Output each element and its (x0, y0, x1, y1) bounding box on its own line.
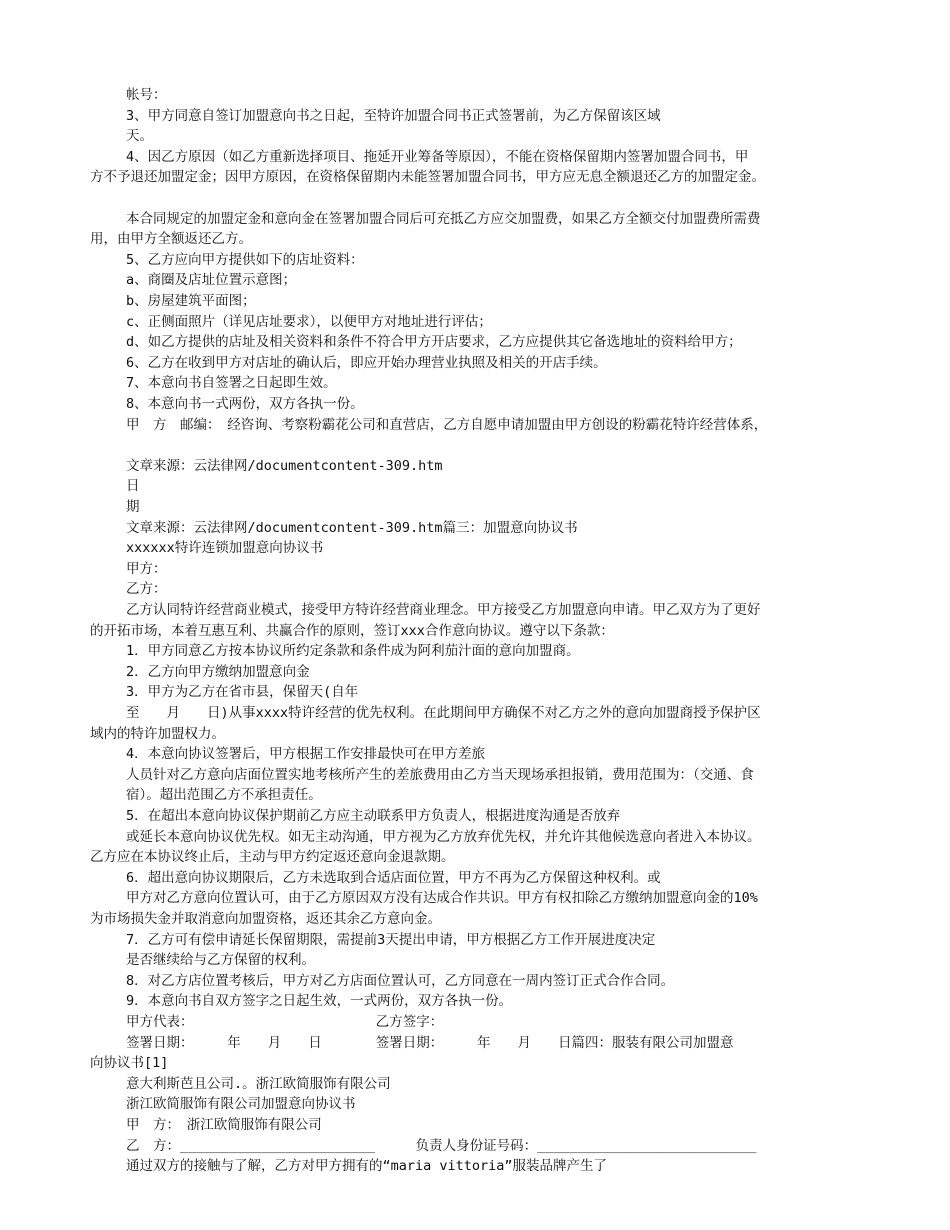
document-line: 域内的特许加盟权力。 (90, 725, 225, 742)
document-line: 4、因乙方原因（如乙方重新选择项目、拖延开业筹备等原因），不能在资格保留期内签署加盟合同书，甲 (126, 148, 749, 165)
document-line: 本合同规定的加盟定金和意向金在签署加盟合同后可充抵乙方应交加盟费，如果乙方全额交付加盟费所需费 (126, 210, 761, 227)
document-line: 为市场损失金并取消意向加盟资格，返还其余乙方意向金。 (90, 911, 441, 927)
document-line: 或延长本意向协议优先权。如无主动沟通，甲方视为乙方放弃优先权，并允许其他候选意向者进入本协议。 (126, 828, 761, 845)
document-line: 9．本意向书自双方签字之日起生效，一式两份，双方各执一份。 (126, 993, 513, 1010)
document-line: 乙方应在本协议终止后，主动与甲方约定返还意向金退款期。 (90, 849, 455, 866)
document-line: 乙方： (126, 581, 167, 598)
document-line: 文章来源：云法律网/documentcontent-309.htm (126, 457, 443, 474)
document-line: 通过双方的接触与了解，乙方对甲方拥有的“maria vittoria”服装品牌产生了 (126, 1158, 608, 1175)
document-line: 方不予退还加盟定金；因甲方原因，在资格保留期内未能签署加盟合同书，甲方应无息全额退还乙方的加盟定金。 (90, 169, 765, 186)
document-line: 乙方认同特许经营商业模式，接受甲方特许经营商业理念。甲方接受乙方加盟意向申请。甲乙双方为了更好 (126, 602, 761, 618)
document-line: 帐号： (126, 87, 167, 103)
document-line: xxxxxx特许连锁加盟意向协议书 (126, 540, 324, 557)
document-line: 用，由甲方全额返还乙方。 (90, 231, 252, 248)
document-line: 浙江欧简服饰有限公司加盟意向协议书 (126, 1096, 356, 1113)
document-line: 甲方代表： 乙方签字： (126, 1014, 444, 1030)
document-line: 宿）。超出范围乙方不承担责任。 (126, 787, 322, 804)
document-line: 2．乙方向甲方缴纳加盟意向金 (126, 663, 310, 680)
document-line: 7、本意向书自签署之日起即生效。 (126, 375, 337, 392)
document-line: 6、乙方在收到甲方对店址的确认后，即应开始办理营业执照及相关的开店手续。 (126, 354, 607, 371)
document-line: 3．甲方为乙方在省市县，保留天(自年 (126, 684, 359, 701)
document-line: d、如乙方提供的店址及相关资料和条件不符合甲方开店要求，乙方应提供其它备选地址的资料给甲方； (126, 334, 742, 351)
document-line: 签署日期： 年 月 日 签署日期： 年 月 日篇四：服装有限公司加盟意 (126, 1034, 734, 1051)
document-line: a、商圈及店址位置示意图； (126, 272, 297, 289)
document-line: 甲 方： 浙江欧简服饰有限公司 (126, 1117, 322, 1133)
document-line: 甲方： (126, 560, 167, 577)
document-line: 文章来源：云法律网/documentcontent-309.htm篇三：加盟意向协议书 (126, 519, 578, 536)
document-line: 日 (126, 478, 140, 495)
document-line: 乙 方：________________________ 负责人身份证号码：___________________________ (126, 1137, 757, 1154)
document-line: c、正侧面照片（详见店址要求），以便甲方对地址进行评估； (126, 313, 492, 330)
document-line: 5．在超出本意向协议保护期前乙方应主动联系甲方负责人，根据进度沟通是否放弃 (126, 808, 621, 824)
document-line: 人员针对乙方意向店面位置实地考核所产生的差旅费用由乙方当天现场承担报销，费用范围为：（交通、食 (126, 766, 754, 783)
document-line: 8、本意向书一式两份，双方各执一份。 (126, 396, 364, 412)
document-line: 是否继续给与乙方保留的权利。 (126, 952, 315, 969)
document-line: 至 月 日)从事xxxx特许经营的优先权利。在此期间甲方确保不对乙方之外的意向加盟商授予保护区 (126, 705, 761, 721)
document-line: 6．超出意向协议期限后，乙方未选取到合适店面位置，甲方不再为乙方保留这种权利。或 (126, 869, 661, 886)
document-line: 8．对乙方店位置考核后，甲方对乙方店面位置认可，乙方同意在一周内签订正式合作合同。 (126, 972, 675, 989)
document-line: 4．本意向协议签署后，甲方根据工作安排最快可在甲方差旅 (126, 746, 486, 763)
document-line: b、房屋建筑平面图； (126, 293, 256, 309)
document-line: 的开拓市场，本着互惠互利、共赢合作的原则，签订xxx合作意向协议。遵守以下条款： (90, 622, 614, 639)
document-line: 甲 方 邮编： 经咨询、考察粉霸花公司和直营店，乙方自愿申请加盟由甲方创设的粉霸花特许经营体系， (126, 416, 768, 433)
document-line: 1．甲方同意乙方按本协议所约定条款和条件成为阿利茄汁面的意向加盟商。 (126, 643, 580, 660)
document-line: 7．乙方可有偿申请延长保留期限，需提前3天提出申请，甲方根据乙方工作开展进度决定 (126, 931, 656, 948)
document-line: 甲方对乙方意向位置认可，由于乙方原因双方没有达成合作共识。甲方有权扣除乙方缴纳加盟意向金的10% (126, 890, 758, 907)
document-line: 意大利斯芭且公司.。浙江欧简服饰有限公司 (126, 1075, 391, 1092)
document-line: 期 (126, 499, 140, 515)
document-line: 5、乙方应向甲方提供如下的店址资料： (126, 251, 364, 268)
document-line: 向协议书[1] (90, 1055, 169, 1072)
document-line: 3、甲方同意自签订加盟意向书之日起，至特许加盟合同书正式签署前，为乙方保留该区域 (126, 107, 661, 124)
document-line: 天。 (126, 128, 153, 145)
